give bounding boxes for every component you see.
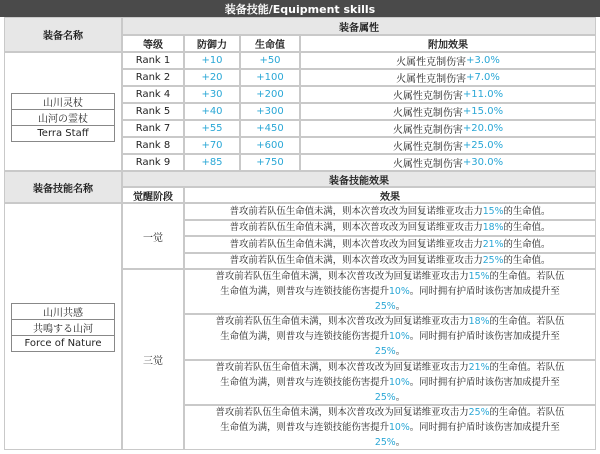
bonus-value: +25.0%	[462, 140, 504, 151]
damage-bonus: 10%	[388, 376, 410, 388]
hp-cell: +200	[240, 86, 300, 103]
col-def-header: 防御力	[184, 35, 240, 52]
bonus-value: +20.0%	[462, 123, 504, 134]
bonus-value: +7.0%	[466, 72, 500, 83]
bonus-effect-cell: 火属性克制伤害 +25.0%	[300, 137, 596, 154]
hp-cell: +450	[240, 120, 300, 137]
bonus-effect-cell: 火属性克制伤害 +11.0%	[300, 86, 596, 103]
rank-cell: Rank 9	[122, 154, 184, 171]
skill-name-header: 装备技能名称	[4, 171, 122, 203]
equipment-name-cell	[4, 52, 122, 171]
shield-damage-bonus: 25%	[374, 391, 396, 403]
stage1-effect-row: 普攻前若队伍生命值未满，则本次普攻改为回复诺维亚攻击力21%的生命值。	[184, 236, 596, 253]
equipment-name-en: Terra Staff	[11, 125, 115, 142]
bonus-value: +30.0%	[462, 157, 504, 168]
heal-percent: 21%	[482, 238, 504, 250]
bonus-value: +11.0%	[462, 89, 504, 100]
shield-damage-bonus: 25%	[374, 436, 396, 448]
banner-title: 装备技能/Equipment skills	[224, 2, 376, 16]
stage-3-label: 三觉	[122, 269, 184, 450]
def-cell: +55	[184, 120, 240, 137]
rank-cell: Rank 4	[122, 86, 184, 103]
hp-cell: +750	[240, 154, 300, 171]
rank-cell: Rank 5	[122, 103, 184, 120]
equipment-name-header: 装备名称	[4, 17, 122, 52]
equipment-attrs-header: 装备属性	[122, 17, 596, 35]
stage3-effect-row: 普攻前若队伍生命值未满，则本次普攻改为回复诺维亚攻击力25%的生命值。若队伍 生命值为满，则普攻与连锁技能伤害提升10%。同时拥有护盾时该伤害加成提升至 25%。	[184, 405, 596, 450]
stage3-effect-row: 普攻前若队伍生命值未满，则本次普攻改为回复诺维亚攻击力18%的生命值。若队伍 生命值为满，则普攻与连锁技能伤害提升10%。同时拥有护盾时该伤害加成提升至 25%。	[184, 314, 596, 359]
page-banner	[0, 0, 600, 17]
stage1-effect-row: 普攻前若队伍生命值未满，则本次普攻改为回复诺维亚攻击力25%的生命值。	[184, 253, 596, 270]
heal-percent: 18%	[482, 222, 504, 234]
hp-cell: +300	[240, 103, 300, 120]
shield-damage-bonus: 25%	[374, 301, 396, 313]
heal-percent: 25%	[468, 406, 490, 418]
damage-bonus: 10%	[388, 421, 410, 433]
def-cell: +10	[184, 52, 240, 69]
stage-1-label: 一觉	[122, 203, 184, 269]
rank-cell: Rank 8	[122, 137, 184, 154]
bonus-value: +15.0%	[462, 106, 504, 117]
skill-name-cn: 山川共感	[11, 303, 115, 320]
equipment-name-jp: 山河の霊杖	[11, 109, 115, 126]
rank-cell: Rank 2	[122, 69, 184, 86]
def-cell: +40	[184, 103, 240, 120]
damage-bonus: 10%	[388, 286, 410, 298]
skill-effect-header: 装备技能效果	[122, 171, 596, 187]
rank-cell: Rank 7	[122, 120, 184, 137]
col-skill-effect-header: 效果	[184, 187, 596, 203]
heal-percent: 21%	[468, 361, 490, 373]
heal-percent: 15%	[482, 205, 504, 217]
hp-cell: +50	[240, 52, 300, 69]
skill-name-en: Force of Nature	[11, 335, 115, 352]
def-cell: +20	[184, 69, 240, 86]
stage3-effect-row: 普攻前若队伍生命值未满，则本次普攻改为回复诺维亚攻击力21%的生命值。若队伍 生命值为满，则普攻与连锁技能伤害提升10%。同时拥有护盾时该伤害加成提升至 25%。	[184, 360, 596, 405]
heal-percent: 18%	[468, 316, 490, 328]
bonus-effect-cell: 火属性克制伤害 +20.0%	[300, 120, 596, 137]
col-effect-header: 附加效果	[300, 35, 596, 52]
bonus-effect-cell: 火属性克制伤害 +3.0%	[300, 52, 596, 69]
bonus-effect-cell: 火属性克制伤害 +30.0%	[300, 154, 596, 171]
def-cell: +70	[184, 137, 240, 154]
stage1-effect-row: 普攻前若队伍生命值未满，则本次普攻改为回复诺维亚攻击力15%的生命值。	[184, 203, 596, 220]
equipment-name-cn: 山川灵杖	[11, 93, 115, 110]
bonus-effect-cell: 火属性克制伤害 +15.0%	[300, 103, 596, 120]
bonus-value: +3.0%	[466, 55, 500, 66]
col-stage-header: 觉醒阶段	[122, 187, 184, 203]
stage3-effect-row: 普攻前若队伍生命值未满，则本次普攻改为回复诺维亚攻击力15%的生命值。若队伍 生命值为满，则普攻与连锁技能伤害提升10%。同时拥有护盾时该伤害加成提升至 25%。	[184, 269, 596, 314]
col-rank-header: 等级	[122, 35, 184, 52]
col-hp-header: 生命值	[240, 35, 300, 52]
rank-cell: Rank 1	[122, 52, 184, 69]
skill-name-cell	[4, 203, 122, 450]
hp-cell: +100	[240, 69, 300, 86]
stage1-effect-row: 普攻前若队伍生命值未满，则本次普攻改为回复诺维亚攻击力18%的生命值。	[184, 220, 596, 237]
hp-cell: +600	[240, 137, 300, 154]
damage-bonus: 10%	[388, 331, 410, 343]
heal-percent: 15%	[468, 271, 490, 283]
heal-percent: 25%	[482, 255, 504, 267]
shield-damage-bonus: 25%	[374, 346, 396, 358]
def-cell: +85	[184, 154, 240, 171]
skill-name-jp: 共鳴する山河	[11, 319, 115, 336]
def-cell: +30	[184, 86, 240, 103]
bonus-effect-cell: 火属性克制伤害 +7.0%	[300, 69, 596, 86]
